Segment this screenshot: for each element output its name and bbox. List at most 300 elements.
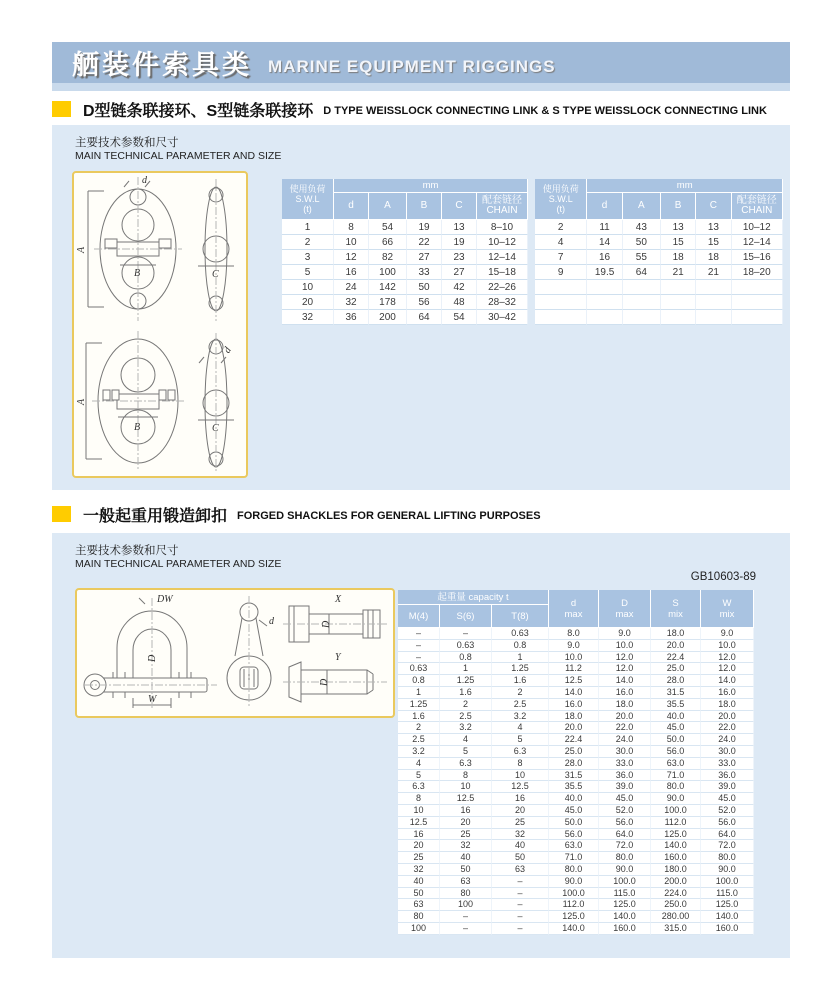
cell: 22.4 bbox=[549, 734, 599, 746]
cell: 33.0 bbox=[701, 758, 754, 770]
cell: 55 bbox=[623, 250, 661, 265]
cell: 125.0 bbox=[651, 829, 701, 841]
dim-label-C2: C bbox=[212, 423, 219, 434]
cell: 4 bbox=[398, 758, 440, 770]
cell bbox=[535, 310, 587, 325]
cell: 45.0 bbox=[651, 722, 701, 734]
yellow-bullet-icon bbox=[52, 101, 71, 117]
cell: 80.0 bbox=[599, 852, 651, 864]
cell: 22.0 bbox=[701, 722, 754, 734]
cell: 63.0 bbox=[651, 758, 701, 770]
cell: 10 bbox=[334, 235, 369, 250]
cell: 125.0 bbox=[549, 911, 599, 923]
cell: 125.0 bbox=[599, 899, 651, 911]
cell: 52.0 bbox=[701, 805, 754, 817]
cell: 5 bbox=[492, 734, 549, 746]
cell bbox=[587, 295, 622, 310]
cell: – bbox=[440, 911, 492, 923]
section2-subtitle-en: MAIN TECHNICAL PARAMETER AND SIZE bbox=[75, 558, 282, 570]
cell: 80 bbox=[440, 888, 492, 900]
cell: 32 bbox=[282, 310, 334, 325]
table-row bbox=[282, 235, 528, 250]
cell: 72.0 bbox=[599, 840, 651, 852]
cell: 54 bbox=[442, 310, 477, 325]
cell: 16 bbox=[334, 265, 369, 280]
cell: 1 bbox=[398, 687, 440, 699]
section1-title bbox=[52, 98, 790, 120]
cell: 66 bbox=[369, 235, 407, 250]
cell: 12.0 bbox=[701, 663, 754, 675]
table-row bbox=[398, 746, 754, 758]
cell: 19 bbox=[442, 235, 477, 250]
cell: 112.0 bbox=[549, 899, 599, 911]
cell: 1 bbox=[440, 663, 492, 675]
table-row bbox=[535, 250, 783, 265]
table-row bbox=[398, 699, 754, 711]
cell: 224.0 bbox=[651, 888, 701, 900]
cell bbox=[661, 310, 696, 325]
cell bbox=[661, 280, 696, 295]
cell: 200.0 bbox=[651, 876, 701, 888]
cell: 32 bbox=[440, 840, 492, 852]
cell: 4 bbox=[492, 722, 549, 734]
banner-title-zh: 舾装件索具类 bbox=[72, 50, 252, 80]
cell: 32 bbox=[334, 295, 369, 310]
cell: 20 bbox=[282, 295, 334, 310]
cell: 50 bbox=[492, 852, 549, 864]
cell: 22.4 bbox=[651, 652, 701, 664]
dim-label-B2: B bbox=[134, 422, 141, 433]
cell: 10.0 bbox=[599, 640, 651, 652]
cell: 52.0 bbox=[599, 805, 651, 817]
section2-panel bbox=[52, 533, 790, 958]
cell: 9.0 bbox=[701, 628, 754, 640]
cell: 39.0 bbox=[701, 781, 754, 793]
section1-title-zh: D型链条联接环、S型链条联接环 bbox=[83, 102, 314, 120]
col-header-B: B bbox=[661, 193, 696, 220]
cell: 63 bbox=[398, 899, 440, 911]
cell: 100.0 bbox=[549, 888, 599, 900]
cell: 16.0 bbox=[599, 687, 651, 699]
table-row bbox=[398, 628, 754, 640]
cell: 8 bbox=[334, 220, 369, 235]
cell: 4 bbox=[535, 235, 587, 250]
cell: 25 bbox=[440, 829, 492, 841]
cell: 14 bbox=[587, 235, 622, 250]
cell: 2 bbox=[492, 687, 549, 699]
cell: 71.0 bbox=[651, 770, 701, 782]
cell: 20.0 bbox=[549, 722, 599, 734]
cell: 63 bbox=[492, 864, 549, 876]
table-row bbox=[398, 711, 754, 723]
cell: 1 bbox=[282, 220, 334, 235]
col-header-chain: 配套链径 CHAIN bbox=[732, 193, 783, 220]
table-row bbox=[398, 805, 754, 817]
cell: 50 bbox=[407, 280, 442, 295]
cell: 30.0 bbox=[701, 746, 754, 758]
cell: 56.0 bbox=[701, 817, 754, 829]
cell: 18.0 bbox=[599, 699, 651, 711]
col-header-C: C bbox=[696, 193, 731, 220]
table-row bbox=[282, 265, 528, 280]
cell: 54 bbox=[369, 220, 407, 235]
cell: 160.0 bbox=[651, 852, 701, 864]
dim-label-d2: d bbox=[221, 345, 234, 356]
section1-title-en: D TYPE WEISSLOCK CONNECTING LINK & S TYPE WEISSLOCK CONNECTING LINK bbox=[323, 104, 767, 117]
cell: 63.0 bbox=[549, 840, 599, 852]
cell: 50.0 bbox=[651, 734, 701, 746]
cell: 100.0 bbox=[651, 805, 701, 817]
table-row bbox=[282, 310, 528, 325]
cell bbox=[587, 310, 622, 325]
cell: 142 bbox=[369, 280, 407, 295]
shackle-drawing-box bbox=[75, 588, 395, 718]
cell: 25.0 bbox=[549, 746, 599, 758]
cell: 12.5 bbox=[549, 675, 599, 687]
table-row bbox=[398, 793, 754, 805]
cell: 15–16 bbox=[732, 250, 783, 265]
cell: 18.0 bbox=[651, 628, 701, 640]
shackle-capacity-table bbox=[398, 590, 754, 935]
col-header-M4: M(4) bbox=[398, 605, 440, 628]
cell: 3.2 bbox=[398, 746, 440, 758]
cell: – bbox=[492, 923, 549, 935]
cell: 32 bbox=[398, 864, 440, 876]
cell: 6.3 bbox=[492, 746, 549, 758]
cell: – bbox=[398, 628, 440, 640]
cell: 1.6 bbox=[398, 711, 440, 723]
cell bbox=[623, 280, 661, 295]
table-row bbox=[535, 220, 783, 235]
cell: 56.0 bbox=[549, 829, 599, 841]
table-row bbox=[398, 864, 754, 876]
cell: 20.0 bbox=[599, 711, 651, 723]
cell: 16.0 bbox=[549, 699, 599, 711]
cell: 10 bbox=[440, 781, 492, 793]
cell: 27 bbox=[407, 250, 442, 265]
cell: 22 bbox=[407, 235, 442, 250]
cell: 8 bbox=[492, 758, 549, 770]
cell: 16 bbox=[398, 829, 440, 841]
cell: 36.0 bbox=[599, 770, 651, 782]
cell: 11.2 bbox=[549, 663, 599, 675]
table-row bbox=[398, 781, 754, 793]
standard-number: GB10603-89 bbox=[690, 571, 756, 583]
cell: 12 bbox=[334, 250, 369, 265]
cell: 20.0 bbox=[701, 711, 754, 723]
col-header-S6: S(6) bbox=[440, 605, 492, 628]
cell: 20.0 bbox=[651, 640, 701, 652]
cell: 16.0 bbox=[701, 687, 754, 699]
cell: 82 bbox=[369, 250, 407, 265]
col-header-chain: 配套链径 CHAIN bbox=[477, 193, 528, 220]
cell: 100.0 bbox=[599, 876, 651, 888]
cell: 25 bbox=[492, 817, 549, 829]
cell: 12.0 bbox=[701, 652, 754, 664]
cell: 280.00 bbox=[651, 911, 701, 923]
cell: 50 bbox=[440, 864, 492, 876]
cell: 12–14 bbox=[477, 250, 528, 265]
cell: 1.6 bbox=[492, 675, 549, 687]
cell bbox=[696, 280, 731, 295]
dim-label-A2: A bbox=[76, 398, 87, 405]
dim-label-D-x: D bbox=[321, 620, 332, 628]
cell: 10–12 bbox=[477, 235, 528, 250]
cell: 12.5 bbox=[398, 817, 440, 829]
dim-label-X: X bbox=[335, 594, 342, 605]
cell: 7 bbox=[535, 250, 587, 265]
cell: 15 bbox=[696, 235, 731, 250]
cell: 4 bbox=[440, 734, 492, 746]
dim-label-d-side: d bbox=[269, 616, 274, 627]
cell: 5 bbox=[440, 746, 492, 758]
cell: 19 bbox=[407, 220, 442, 235]
cell: 18.0 bbox=[701, 699, 754, 711]
cell: 36 bbox=[334, 310, 369, 325]
cell: 64 bbox=[623, 265, 661, 280]
cell: 8–10 bbox=[477, 220, 528, 235]
table-row-empty bbox=[535, 295, 783, 310]
cell bbox=[732, 310, 783, 325]
table-row bbox=[398, 640, 754, 652]
table-row bbox=[282, 280, 528, 295]
cell: 64.0 bbox=[599, 829, 651, 841]
table-row bbox=[398, 758, 754, 770]
cell: 140.0 bbox=[549, 923, 599, 935]
section2-title bbox=[52, 503, 790, 525]
table-row bbox=[398, 911, 754, 923]
col-header-D-max: D max bbox=[599, 590, 651, 628]
mm-header: mm bbox=[334, 179, 528, 193]
cell bbox=[696, 310, 731, 325]
cell: 6.3 bbox=[440, 758, 492, 770]
dim-label-W: W bbox=[148, 694, 157, 705]
cell: 180.0 bbox=[651, 864, 701, 876]
cell: 160.0 bbox=[599, 923, 651, 935]
table-row bbox=[398, 852, 754, 864]
banner-underline-strip bbox=[52, 83, 790, 91]
cell: 140.0 bbox=[701, 911, 754, 923]
cell: 72.0 bbox=[701, 840, 754, 852]
cell: 12.5 bbox=[440, 793, 492, 805]
cell: 31.5 bbox=[651, 687, 701, 699]
dim-label-B: B bbox=[134, 268, 141, 279]
table-row bbox=[398, 722, 754, 734]
cell bbox=[661, 295, 696, 310]
cell: 1 bbox=[492, 652, 549, 664]
cell: 64.0 bbox=[701, 829, 754, 841]
swl-header: 使用负荷 S.W.L (t) bbox=[535, 179, 587, 220]
cell: 10 bbox=[282, 280, 334, 295]
cell: 13 bbox=[661, 220, 696, 235]
cell: 13 bbox=[442, 220, 477, 235]
cell: 35.5 bbox=[651, 699, 701, 711]
cell bbox=[535, 280, 587, 295]
table-row bbox=[398, 923, 754, 935]
cell: 80 bbox=[398, 911, 440, 923]
section2-title-zh: 一般起重用锻造卸扣 bbox=[83, 507, 228, 525]
cell: 3 bbox=[282, 250, 334, 265]
cell: 16 bbox=[492, 793, 549, 805]
cell: – bbox=[492, 876, 549, 888]
col-header-d: d bbox=[587, 193, 622, 220]
d-type-link-table bbox=[282, 179, 528, 325]
section1-subtitle-en: MAIN TECHNICAL PARAMETER AND SIZE bbox=[75, 150, 282, 162]
dim-label-D-front: D bbox=[147, 654, 158, 662]
cell: 10–12 bbox=[732, 220, 783, 235]
cell: 39.0 bbox=[599, 781, 651, 793]
cell: 19.5 bbox=[587, 265, 622, 280]
cell: 80.0 bbox=[701, 852, 754, 864]
cell: 90.0 bbox=[701, 864, 754, 876]
cell: 8 bbox=[440, 770, 492, 782]
cell: 100 bbox=[398, 923, 440, 935]
cell: 20 bbox=[492, 805, 549, 817]
cell: 115.0 bbox=[599, 888, 651, 900]
cell: 2 bbox=[440, 699, 492, 711]
connecting-link-drawing-box bbox=[72, 171, 248, 478]
cell: 24.0 bbox=[599, 734, 651, 746]
section2-title-en: FORGED SHACKLES FOR GENERAL LIFTING PURPOSES bbox=[237, 509, 541, 522]
cell: 18–20 bbox=[732, 265, 783, 280]
cell: 140.0 bbox=[599, 911, 651, 923]
cell: 100.0 bbox=[701, 876, 754, 888]
cell: 1.25 bbox=[440, 675, 492, 687]
cell: 16 bbox=[440, 805, 492, 817]
section1-panel bbox=[52, 125, 790, 490]
cell: 2 bbox=[535, 220, 587, 235]
cell bbox=[732, 280, 783, 295]
cell: 15 bbox=[661, 235, 696, 250]
cell: 11 bbox=[587, 220, 622, 235]
cell: 33 bbox=[407, 265, 442, 280]
cell: – bbox=[492, 888, 549, 900]
cell: 6.3 bbox=[398, 781, 440, 793]
page-banner bbox=[52, 42, 790, 83]
col-header-d: d bbox=[334, 193, 369, 220]
cell: 9 bbox=[535, 265, 587, 280]
cell: 0.8 bbox=[440, 652, 492, 664]
cell: 14.0 bbox=[599, 675, 651, 687]
cell: 100 bbox=[369, 265, 407, 280]
cell: 140.0 bbox=[651, 840, 701, 852]
cell: 35.5 bbox=[549, 781, 599, 793]
cell: 45.0 bbox=[701, 793, 754, 805]
cell: 0.63 bbox=[492, 628, 549, 640]
cell: 40.0 bbox=[549, 793, 599, 805]
dim-label-d: d bbox=[142, 175, 147, 186]
col-header-d-max: d max bbox=[549, 590, 599, 628]
cell: 45.0 bbox=[549, 805, 599, 817]
table-row bbox=[398, 829, 754, 841]
dim-label-C: C bbox=[212, 269, 219, 280]
cell: 5 bbox=[282, 265, 334, 280]
cell: – bbox=[440, 923, 492, 935]
cell: 2 bbox=[282, 235, 334, 250]
cell: 71.0 bbox=[549, 852, 599, 864]
col-header-C: C bbox=[442, 193, 477, 220]
cell: 23 bbox=[442, 250, 477, 265]
cell: 20 bbox=[440, 817, 492, 829]
cell: 43 bbox=[623, 220, 661, 235]
cell bbox=[696, 295, 731, 310]
s-type-link-table bbox=[535, 179, 783, 325]
table-row bbox=[398, 899, 754, 911]
cell: 40 bbox=[492, 840, 549, 852]
cell: 25 bbox=[398, 852, 440, 864]
col-header-A: A bbox=[369, 193, 407, 220]
cell: 20 bbox=[398, 840, 440, 852]
table-row bbox=[398, 840, 754, 852]
cell bbox=[587, 280, 622, 295]
cell: 50 bbox=[623, 235, 661, 250]
col-header-B: B bbox=[407, 193, 442, 220]
cell: 56.0 bbox=[651, 746, 701, 758]
cell: 90.0 bbox=[549, 876, 599, 888]
cell: 200 bbox=[369, 310, 407, 325]
cell: – bbox=[492, 899, 549, 911]
cell: 1.25 bbox=[492, 663, 549, 675]
cell: 2.5 bbox=[398, 734, 440, 746]
cell: 45.0 bbox=[599, 793, 651, 805]
cell: 5 bbox=[398, 770, 440, 782]
cell: 10.0 bbox=[701, 640, 754, 652]
cell: 3.2 bbox=[492, 711, 549, 723]
table-row bbox=[398, 663, 754, 675]
cell: 178 bbox=[369, 295, 407, 310]
cell: 22–26 bbox=[477, 280, 528, 295]
cell: 9.0 bbox=[599, 628, 651, 640]
cell: 21 bbox=[661, 265, 696, 280]
cell: 115.0 bbox=[701, 888, 754, 900]
cell: 90.0 bbox=[651, 793, 701, 805]
cell: 30–42 bbox=[477, 310, 528, 325]
dim-label-D-y: D bbox=[319, 678, 330, 686]
col-header-T8: T(8) bbox=[492, 605, 549, 628]
table-row bbox=[535, 265, 783, 280]
cell: 1.25 bbox=[398, 699, 440, 711]
table-row bbox=[535, 235, 783, 250]
cell: 8.0 bbox=[549, 628, 599, 640]
cell: – bbox=[398, 640, 440, 652]
capacity-header: 起重量 capacity t bbox=[398, 590, 549, 605]
cell: 21 bbox=[696, 265, 731, 280]
cell: 24 bbox=[334, 280, 369, 295]
cell: 12.0 bbox=[599, 652, 651, 664]
cell: 0.8 bbox=[492, 640, 549, 652]
table-row bbox=[282, 220, 528, 235]
cell: 40 bbox=[398, 876, 440, 888]
cell: 12.5 bbox=[492, 781, 549, 793]
cell: 56.0 bbox=[599, 817, 651, 829]
cell: 63 bbox=[440, 876, 492, 888]
cell bbox=[623, 310, 661, 325]
cell: 31.5 bbox=[549, 770, 599, 782]
table-row-empty bbox=[535, 310, 783, 325]
cell: 28.0 bbox=[651, 675, 701, 687]
cell: 27 bbox=[442, 265, 477, 280]
cell: 10.0 bbox=[549, 652, 599, 664]
cell: 28–32 bbox=[477, 295, 528, 310]
col-header-W-mix: W mix bbox=[701, 590, 754, 628]
cell: 64 bbox=[407, 310, 442, 325]
table-row bbox=[398, 675, 754, 687]
col-header-S-mix: S mix bbox=[651, 590, 701, 628]
cell: 56 bbox=[407, 295, 442, 310]
mm-header: mm bbox=[587, 179, 783, 193]
cell: 80.0 bbox=[549, 864, 599, 876]
banner-title-en: MARINE EQUIPMENT RIGGINGS bbox=[268, 56, 556, 76]
